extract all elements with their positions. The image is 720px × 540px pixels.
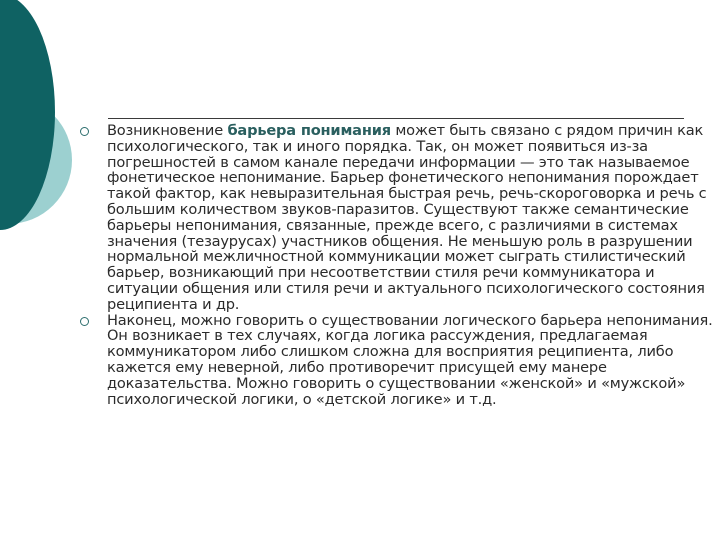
bullet-1-text-rest: может быть связано с рядом причин как психологического, так и иного порядка. Так, он может появиться из-за погрешностей в самом канале передачи информации — это так называемое фонетическое непонимание. Барьер фонетического непонимания порождает такой фактор, как невыразительная быстрая речь, речь-скороговорка и речь с большим количеством звуков-паразитов. Существуют также семантические барьеры непонимания, связанные, прежде всего, с различиями в системах значения (тезаурусах) участников общения. Не меньшую роль в разрушении нормальной межличностной коммуникации может сыграть стилистический барьер, возникающий при несоответствии стиля речи коммуникатора и ситуации общения или стиля речи и актуального психологического состояния реципиента и др.: [107, 122, 707, 313]
bullet-circle-icon: [80, 317, 89, 326]
bullet-1-text-start: Возникновение: [107, 122, 228, 139]
title-divider: [108, 118, 684, 119]
slide-content: [80, 123, 720, 407]
bullet-paragraph-2: [80, 313, 720, 408]
keyword-barrier-of-understanding: барьера понимания: [227, 122, 391, 139]
bullet-paragraph-1: [80, 123, 720, 313]
bullet-2-text: Наконец, можно говорить о существовании логического барьера непонимания. Он возникает в тех случаях, когда логика рассуждения, предлагаемая коммуникатором либо слишком сложна для восприятия реципиента, либо кажется ему неверной, либо противоречит присущей ему манере доказательства. Можно говорить о существовании «женской» и «мужской» психологической логики, о «детской логике» и т.д.: [107, 311, 713, 408]
bullet-circle-icon: [80, 127, 89, 136]
